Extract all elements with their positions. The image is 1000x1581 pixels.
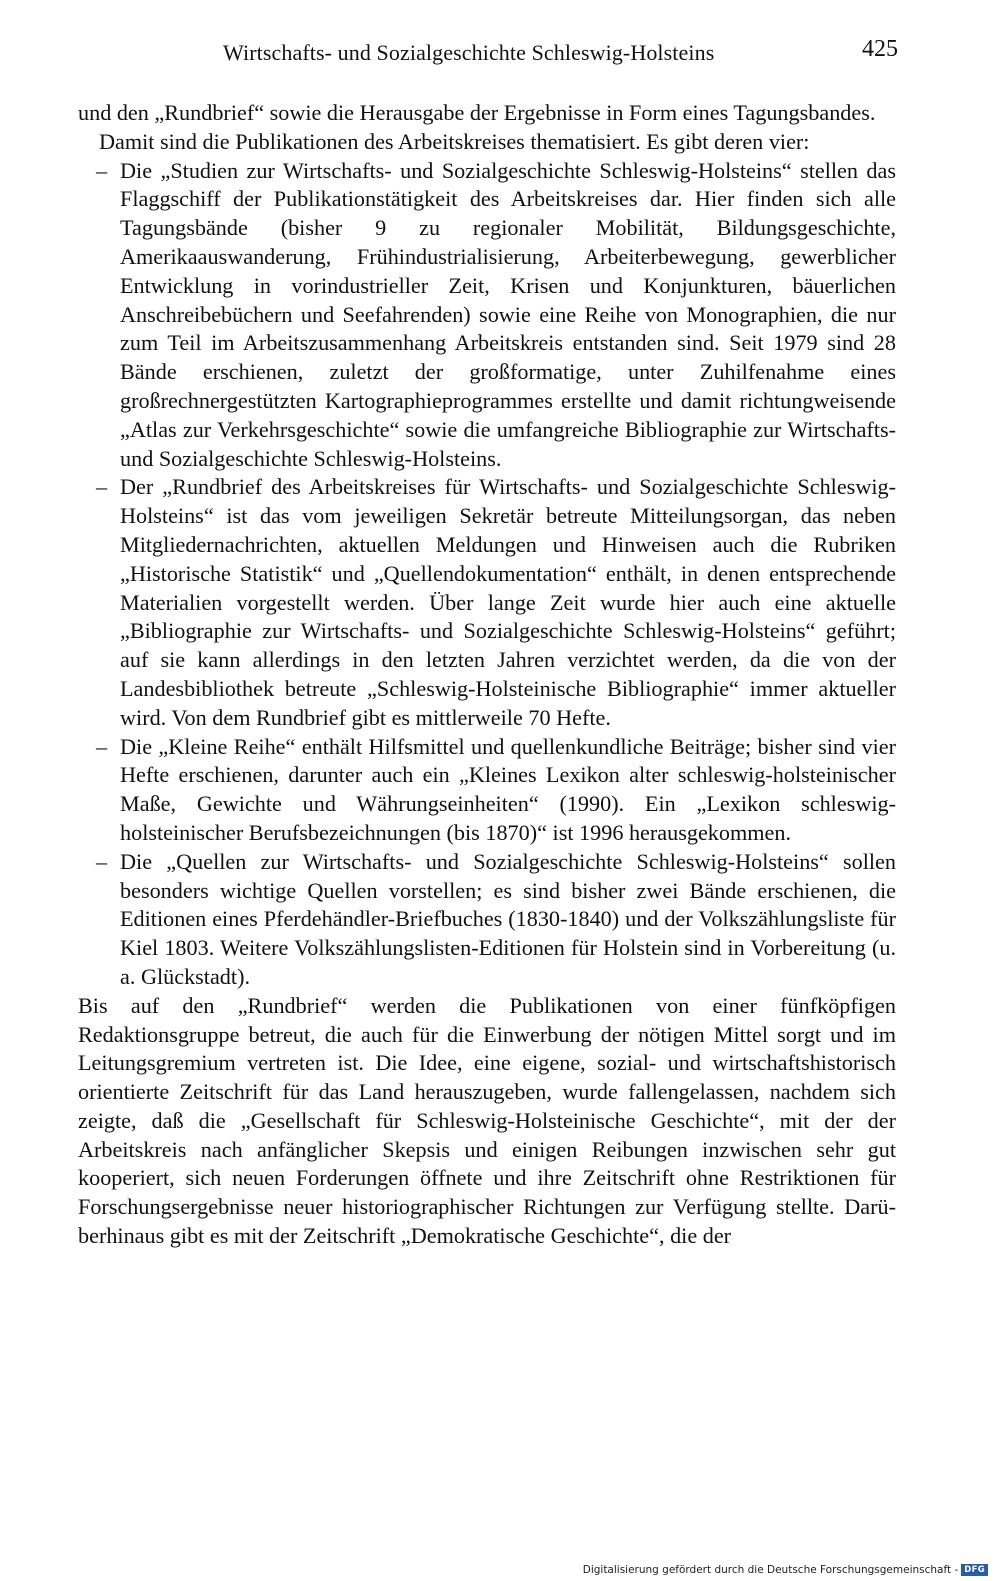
running-title: Wirtschafts- und Sozialgeschichte Schleswig-Holsteins <box>223 40 715 65</box>
page-number: 425 <box>862 36 898 62</box>
list-item-quellen: – Die „Quellen zur Wirtschafts- und Sozialgeschichte Schleswig-Holsteins“ sollen besonders wichtige Quellen vorstellen; es sind bisher zwei Bände erschienen, die Editionen eines Pferdehändler-Briefbuches (1830-1840) und der Volkszählungsliste für Kiel 1803. Weitere Volkszählungslisten-Editionen für Holstein sind in Vorbereitung (u. a. Glückstadt). <box>120 848 896 992</box>
list-item-studien: – Die „Studien zur Wirtschafts- und Sozialgeschichte Schleswig-Holsteins“ stellen das Flaggschiff der Publikationstätigkeit des Arbeitskreises dar. Hier finden sich alle Tagungsbände (bisher 9 zu regionaler Mobilität, Bildungsgeschichte, Amerikaauswanderung, Frühindustrialisierung, Arbeiterbewegung, gewerblicher Entwicklung in vorindustrieller Zeit, Krisen und Konjunkturen, bäuerlichen Anschreibebüchern und Seefahrenden) sowie eine Reihe von Monographien, die nur zum Teil im Arbeitszusammenhang Arbeitskreis entstanden sind. Seit 1979 sind 28 Bände erschienen, zuletzt der großformatige, unter Zuhilfenahme eines großrechnergestützten Kartographieprogrammes erstellte und damit richtungweisende „Atlas zur Verkehrsgeschichte“ sowie die umfangreiche Bibliographie zur Wirtschafts- und Sozialgeschichte Schleswig-Holsteins. <box>120 157 896 474</box>
body-text <box>78 99 896 1251</box>
paragraph-continuation: und den „Rundbrief“ sowie die Herausgabe der Ergebnisse in Form eines Tagungsbandes. <box>78 100 876 125</box>
dfg-logo-icon: DFG <box>961 1564 988 1576</box>
digitization-note: Digitalisierung gefördert durch die Deutsche Forschungsgemeinschaft - <box>582 1564 959 1576</box>
page-header <box>78 36 898 70</box>
publication-list <box>78 157 896 992</box>
digitization-footer <box>583 1562 988 1578</box>
paragraph-editorial: Bis auf den „Rundbrief“ werden die Publikationen von einer fünfköpfigen Redaktionsgruppe betreut, die auch für die Einwerbung der nötigen Mittel sorgt und im Leitungsgremium vertreten ist. Die Idee, eine eigene, sozial- und wirtschaftshistorisch orientierte Zeitschrift für das Land herauszugeben, wurde fallengelassen, nachdem sich zeigte, daß die „Gesellschaft für Schleswig-Holsteinische Geschichte“, mit der der Arbeitskreis nach anfänglicher Skepsis und einigen Reibungen inzwischen sehr gut kooperiert, sich neuen Forderungen öffnete und ihre Zeitschrift ohne Restriktionen für Forschungsergebnisse neuer historiographischer Richtungen zur Verfügung stellte. Darüberhinaus gibt es mit der Zeitschrift „Demokratische Geschichte“, die der <box>78 992 896 1249</box>
list-item-kleine-reihe: – Die „Kleine Reihe“ enthält Hilfsmittel und quellenkundliche Beiträge; bisher sind vier Hefte erschienen, darunter auch ein „Kleines Lexikon alter schleswig-holsteinischer Maße, Gewichte und Währungseinheiten“ (1990). Ein „Lexikon schleswig-holsteinischer Berufsbezeichnungen (bis 1870)“ ist 1996 herausgekommen. <box>120 733 896 848</box>
paragraph-publications-intro: Damit sind die Publikationen des Arbeitskreises thematisiert. Es gibt deren vier: <box>99 128 810 154</box>
list-item-rundbrief: – Der „Rundbrief des Arbeitskreises für Wirtschafts- und Sozialgeschichte Schleswig-Holsteins“ ist das vom jeweiligen Sekretär betreute Mitteilungsorgan, das neben Mitgliedernachrichten, aktuellen Meldungen und Hinweisen auch die Rubriken „Historische Statistik“ und „Quellendokumentation“ enthält, in denen entsprechende Materialien vorgestellt werden. Über lange Zeit wurde hier auch eine aktuelle „Bibliographie zur Wirtschafts- und Sozialgeschichte Schleswig-Holsteins“ geführt; auf sie kann allerdings in den letzten Jahren verzichtet werden, da die von der Landesbibliothek betreute „Schleswig-Holsteinische Bibliographie“ immer aktueller wird. Von dem Rundbrief gibt es mittlerweile 70 Hefte. <box>120 473 896 732</box>
